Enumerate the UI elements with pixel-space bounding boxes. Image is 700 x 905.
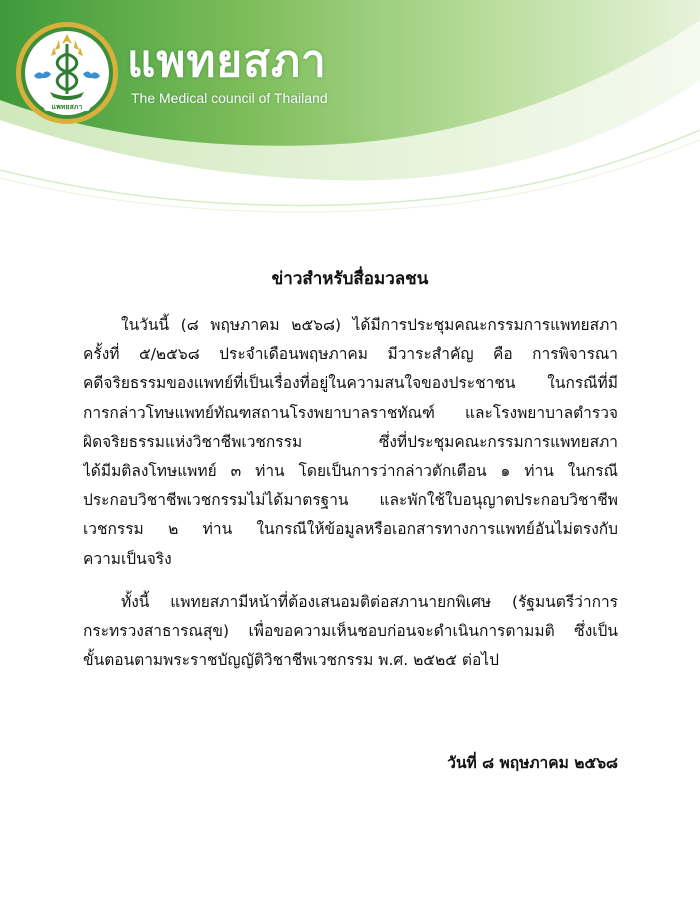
logo-text: แพทยสภา	[51, 103, 83, 111]
organization-subtitle: The Medical council of Thailand	[131, 90, 328, 106]
letterhead	[0, 0, 700, 215]
paragraph-1-line: ความเป็นจริง	[83, 549, 172, 568]
document-title: ข่าวสำหรับสื่อมวลชน	[271, 269, 429, 289]
paragraph-2-line: ทั้งนี้ แพทยสภามีหน้าที่ต้องเสนอมติต่อสภานายกพิเศษ (รัฐมนตรีว่าการ	[121, 592, 618, 611]
paragraph-1-line: การกล่าวโทษแพทย์ทัณฑสถานโรงพยาบาลราชทัณฑ์ และโรงพยาบาลตำรวจ	[83, 403, 618, 422]
paragraph-1-line: ประกอบวิชาชีพเวชกรรมไม่ได้มาตรฐาน และพักใช้ใบอนุญาตประกอบวิชาชีพ	[83, 491, 618, 510]
paragraph-1-line: ครั้งที่ ๕/๒๕๖๘ ประจำเดือนพฤษภาคม มีวาระสำคัญ คือ การพิจารณา	[83, 345, 618, 364]
organization-name: แพทยสภา	[127, 36, 327, 87]
paragraph-spacer	[83, 574, 618, 588]
paragraph-2-line: กระทรวงสาธารณสุข) เพื่อขอความเห็นชอบก่อนจะดำเนินการตามมติ ซึ่งเป็น	[83, 621, 618, 640]
document-body	[83, 311, 618, 675]
paragraph-1-line: ได้มีมติลงโทษแพทย์ ๓ ท่าน โดยเป็นการว่ากล่าวตักเตือน ๑ ท่าน ในกรณี	[83, 461, 618, 480]
paragraph-1-line: เวชกรรม ๒ ท่าน ในกรณีให้ข้อมูลหรือเอกสารทางการแพทย์อันไม่ตรงกับ	[83, 520, 618, 539]
paragraph-1-line: ผิดจริยธรรมแห่งวิชาชีพเวชกรรม ซึ่งที่ประชุมคณะกรรมการแพทยสภา	[83, 432, 618, 451]
paragraph-1-line: คดีจริยธรรมของแพทย์ที่เป็นเรื่องที่อยู่ในความสนใจของประชาชน ในกรณีที่มี	[83, 374, 618, 393]
paragraph-1-line: ในวันนี้ (๘ พฤษภาคม ๒๕๖๘) ได้มีการประชุมคณะกรรมการแพทยสภา	[121, 316, 618, 334]
document-date: วันที่ ๘ พฤษภาคม ๒๕๖๘	[447, 754, 618, 772]
paragraph-2-line: ขั้นตอนตามพระราชบัญญัติวิชาชีพเวชกรรม พ.ศ. ๒๕๒๕ ต่อไป	[83, 651, 499, 670]
